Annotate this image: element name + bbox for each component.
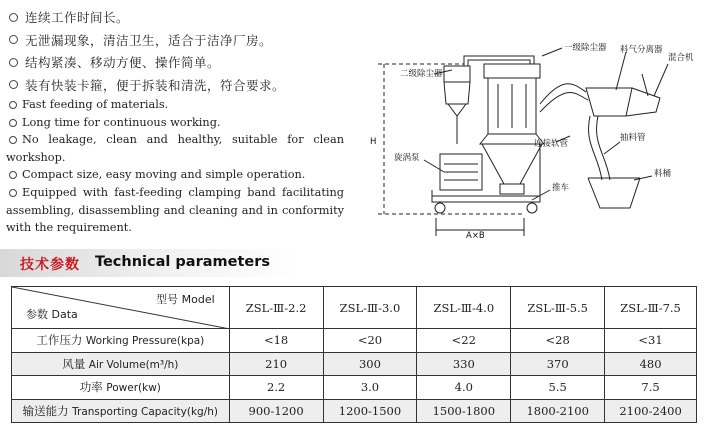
- bullet-icon: [9, 189, 17, 197]
- feature-item: [6, 114, 344, 132]
- table-header-row: [12, 287, 697, 329]
- feature-text: Fast feeding of materials.: [22, 98, 169, 111]
- feature-text: 无泄漏现象，清洁卫生，适合于洁净厂房。: [25, 32, 273, 48]
- heading-title-english: Technical parameters: [95, 254, 270, 270]
- table-cell: 370: [511, 352, 605, 376]
- row-label-cn: 风量: [62, 356, 86, 371]
- secondary-collector-top: [444, 66, 470, 82]
- feature-item: [6, 51, 336, 74]
- label-hose: 连接软管: [534, 139, 569, 149]
- feature-item: [6, 131, 344, 166]
- table-cell: 1200-1500: [323, 399, 417, 423]
- feature-text: Compact size, easy moving and simple operation.: [22, 168, 306, 182]
- row-label: [12, 399, 230, 423]
- label-suction-pipe: 抽料管: [620, 133, 646, 143]
- table-cell: 900-1200: [229, 399, 323, 423]
- table-cell: 1500-1800: [417, 399, 511, 423]
- table-cell: 300: [323, 352, 417, 376]
- hopper-outlet: [500, 184, 524, 194]
- bullet-icon: [9, 101, 17, 109]
- leader-line: [654, 64, 668, 96]
- feature-item: [6, 184, 344, 237]
- table-row: [12, 352, 697, 376]
- table-cell: 4.0: [417, 376, 511, 400]
- leader-line: [424, 160, 444, 172]
- hopper-cone: [482, 144, 542, 184]
- top-connecting-pipe-inner: [468, 60, 530, 66]
- table-row: [12, 329, 697, 353]
- table-cell: 330: [417, 352, 511, 376]
- row-label-cn: 输送能力: [22, 403, 69, 418]
- table-cell: 2100-2400: [605, 399, 697, 423]
- label-bin: 料桶: [654, 169, 672, 179]
- row-label: [12, 376, 230, 400]
- model-column-label: 型号 Model: [156, 293, 215, 306]
- bullet-icon: [9, 171, 17, 179]
- table-cell: <20: [323, 329, 417, 353]
- row-label: [12, 352, 230, 376]
- label-secondary-dust-collector: 二级除尘器: [400, 69, 443, 79]
- data-row-label: 参数 Data: [26, 308, 78, 321]
- feature-text: 连续工作时间长。: [25, 10, 130, 26]
- label-primary-dust-collector: 一级除尘器: [564, 43, 607, 53]
- table-cell: 7.5: [605, 376, 697, 400]
- feature-text: 装有快装卡箍，便于拆装和清洗，符合要求。: [25, 77, 286, 93]
- secondary-collector-body: [444, 82, 470, 104]
- model-header: ZSL-Ⅲ-4.0: [417, 287, 511, 329]
- table-cell: 5.5: [511, 376, 605, 400]
- table-cell: <31: [605, 329, 697, 353]
- primary-collector-lid: [484, 64, 540, 78]
- leader-line: [542, 48, 562, 56]
- model-header: ZSL-Ⅲ-7.5: [605, 287, 697, 329]
- table-cell: 1800-2100: [511, 399, 605, 423]
- leader-line: [532, 190, 550, 200]
- model-header: ZSL-Ⅲ-3.0: [323, 287, 417, 329]
- feature-text: 结构紧凑、移动方便、操作简单。: [25, 55, 221, 71]
- table-row: [12, 376, 697, 400]
- label-dimensions: A×B: [466, 231, 485, 241]
- cart-wheel: [435, 203, 445, 213]
- feature-item: [6, 96, 344, 114]
- feature-item: [6, 6, 336, 29]
- separator-body: [586, 88, 632, 116]
- row-label-en: Transporting Capacity(kg/h): [72, 405, 219, 418]
- suction-pipe-outer: [597, 116, 610, 180]
- table-cell: <28: [511, 329, 605, 353]
- label-separator: 料气分离器: [620, 45, 663, 55]
- label-height: H: [370, 137, 377, 147]
- label-mixer: 混合机: [668, 53, 694, 63]
- model-header: ZSL-Ⅲ-2.2: [229, 287, 323, 329]
- table-cell: <22: [417, 329, 511, 353]
- leader-line: [604, 142, 620, 154]
- label-vortex-pump: 旋涡泵: [394, 153, 420, 163]
- feature-text: Long time for continuous working.: [22, 115, 221, 129]
- feature-list-english: [6, 96, 344, 237]
- table-cell: 2.2: [229, 376, 323, 400]
- bullet-icon: [9, 58, 18, 67]
- feature-list-chinese: [6, 6, 336, 96]
- secondary-collector-cone: [448, 104, 466, 116]
- bullet-icon: [9, 119, 17, 127]
- table-cell: 480: [605, 352, 697, 376]
- row-label-en: Air Volume(m³/h): [88, 358, 179, 371]
- model-header: ZSL-Ⅲ-5.5: [511, 287, 605, 329]
- row-label-cn: 功率: [79, 380, 103, 395]
- row-label-cn: 工作压力: [36, 333, 83, 348]
- heading-title-chinese: 技术参数: [20, 257, 80, 273]
- row-label-en: Power(kw): [106, 382, 161, 395]
- leader-line: [616, 52, 626, 90]
- label-cart: 推车: [552, 183, 570, 193]
- feeder-line-drawing: [364, 4, 712, 242]
- feature-item: [6, 166, 344, 184]
- bullet-icon: [9, 35, 18, 44]
- feature-item: [6, 74, 336, 97]
- bullet-icon: [9, 80, 18, 89]
- table-cell: 3.0: [323, 376, 417, 400]
- table-corner-header: [12, 287, 230, 329]
- table-row: [12, 399, 697, 423]
- section-heading: [0, 249, 715, 277]
- table-cell: 210: [229, 352, 323, 376]
- bullet-icon: [9, 136, 17, 144]
- row-label-en: Working Pressure(kpa): [85, 335, 205, 348]
- material-bin: [588, 178, 640, 208]
- cart-wheel: [527, 203, 537, 213]
- feature-text: Equipped with fast-feeding clamping band facilitating assembling, disassembling and cleaning and in conformity with the requirement.: [6, 185, 344, 235]
- row-label: [12, 329, 230, 353]
- feature-text: No leakage, clean and healthy, suitable for clean workshop.: [6, 133, 344, 164]
- bullet-icon: [9, 13, 18, 22]
- technical-parameters-table: [11, 286, 697, 423]
- table-cell: <18: [229, 329, 323, 353]
- feature-item: [6, 29, 336, 52]
